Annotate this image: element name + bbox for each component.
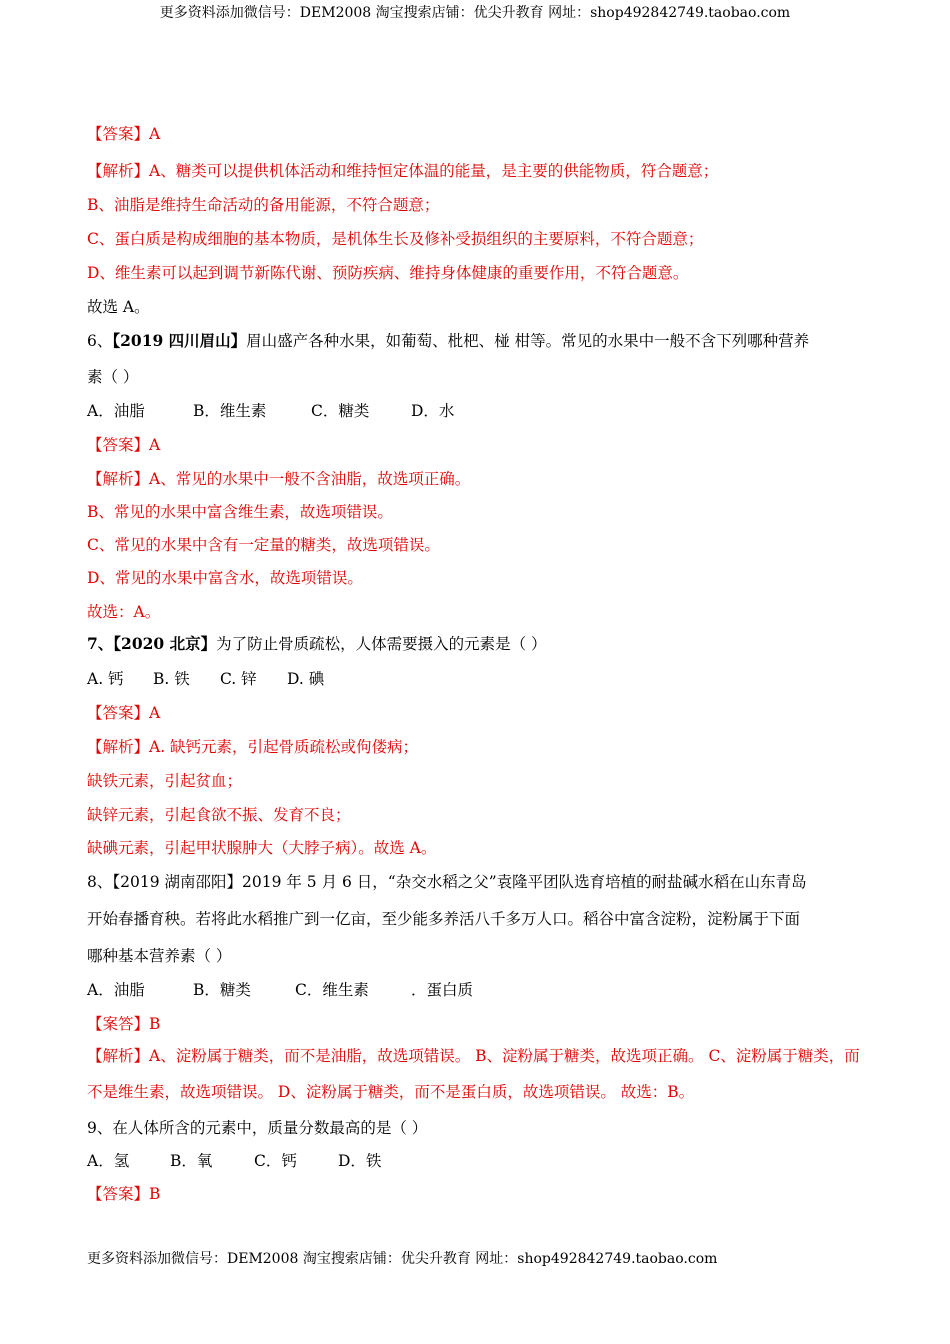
q9-option-b: B．氧 <box>170 1152 213 1170</box>
q8-stem-line1 <box>87 872 807 892</box>
q9-stem <box>87 1118 427 1138</box>
q8-analysis: 【解析】A、淀粉属于糖类，而不是油脂，故选项错误。 B、淀粉属于糖类，故选项正确。 C、淀粉属于糖类，而不是维生素，故选项错误。 D、淀粉属于糖类，而不是蛋白质，故选项错误。 故选：B。 <box>87 1047 860 1101</box>
q6-stem-line2: 素（ ） <box>87 368 139 386</box>
q8-option-d: ．蛋白质 <box>411 981 474 999</box>
q5-answer: 【答案】A <box>87 125 161 143</box>
q6-analysis-a: 【解析】A、常见的水果中一般不含油脂，故选项正确。 <box>87 470 471 488</box>
q6-source: 【2019 四川眉山】 <box>112 331 247 350</box>
q6-option-d: D．水 <box>411 402 455 420</box>
q7-analysis-3: 缺锌元素，引起食欲不振、发育不良； <box>87 806 351 824</box>
q6-number: 6、 <box>87 332 113 350</box>
q7-source: 【2020 北京】 <box>113 634 217 653</box>
q7-options <box>87 669 324 689</box>
q6-conclusion: 故选：A。 <box>87 603 161 621</box>
q6-analysis-b: B、常见的水果中富含维生素，故选项错误。 <box>87 503 393 521</box>
q7-option-a: A. 钙 <box>87 670 124 688</box>
q7-option-b: B. 铁 <box>153 670 190 688</box>
q7-option-c: C. 锌 <box>220 670 257 688</box>
q8-options <box>87 980 473 1000</box>
q6-option-b: B．维生素 <box>193 402 267 420</box>
q6-analysis-c: C、常见的水果中含有一定量的糖类，故选项错误。 <box>87 536 440 554</box>
q6-analysis-d: D、常见的水果中富含水，故选项错误。 <box>87 569 363 587</box>
q7-stem-text: 为了防止骨质疏松，人体需要摄入的元素是（ ） <box>216 635 547 653</box>
q5-conclusion: 故选 A。 <box>87 298 150 316</box>
q9-number: 9、 <box>87 1119 113 1137</box>
q8-option-c: C．维生素 <box>295 981 369 999</box>
q6-options <box>87 401 454 421</box>
q9-options <box>87 1151 381 1171</box>
q5-analysis-c: C、蛋白质是构成细胞的基本物质，是机体生长及修补受损组织的主要原料，不符合题意； <box>87 230 704 248</box>
q7-analysis-4: 缺碘元素，引起甲状腺肿大（大脖子病）。故选 A。 <box>87 839 437 857</box>
q5-analysis-b: B、油脂是维持生命活动的备用能源，不符合题意； <box>87 196 440 214</box>
q8-option-b: B．糖类 <box>193 981 251 999</box>
q9-option-d: D．铁 <box>338 1152 382 1170</box>
q6-answer: 【答案】A <box>87 436 161 454</box>
q9-option-a: A．氢 <box>87 1152 130 1170</box>
q6-stem-text: 眉山盛产各种水果，如葡萄、枇杷、椪 柑等。常见的水果中一般不含下列哪种营养 <box>246 332 810 350</box>
q7-analysis-2: 缺铁元素，引起贫血； <box>87 772 243 790</box>
q8-option-a: A．油脂 <box>87 981 145 999</box>
q7-number: 7、 <box>87 634 114 653</box>
q7-option-d: D. 碘 <box>287 670 325 688</box>
q8-number: 8、 <box>87 873 113 891</box>
q7-answer: 【答案】A <box>87 704 161 722</box>
q6-stem-line1 <box>87 331 809 351</box>
q7-stem <box>87 634 547 654</box>
q9-option-c: C．钙 <box>254 1152 297 1170</box>
q9-answer: 【答案】B <box>87 1185 161 1203</box>
page-header: 更多资料添加微信号：DEM2008 淘宝搜索店铺：优尖升教育 网址：shop492842749.taobao.com <box>159 5 791 21</box>
q6-option-c: C．糖类 <box>311 402 370 420</box>
q5-analysis-a: 【解析】A、糖类可以提供机体活动和维持恒定体温的能量，是主要的供能物质，符合题意； <box>87 162 719 180</box>
q5-analysis-d: D、维生素可以起到调节新陈代谢、预防疾病、维持身体健康的重要作用，不符合题意。 <box>87 264 689 282</box>
q8-stem-text: 2019 年 5 月 6 日，“杂交水稻之父”袁隆平团队选育培植的耐盐碱水稻在山东青岛 <box>242 873 807 891</box>
q8-answer: 【案答】B <box>87 1015 161 1033</box>
q7-analysis-1: 【解析】A. 缺钙元素，引起骨质疏松或佝偻病； <box>87 738 419 756</box>
q9-stem-text: 在人体所含的元素中，质量分数最高的是（ ） <box>112 1119 428 1137</box>
q8-stem-line3: 哪种基本营养素（ ） <box>87 947 232 965</box>
q8-stem-line2: 开始春播育秧。若将此水稻推广到一亿亩，至少能多养活八千多万人口。稻谷中富含淀粉，淀粉属于下面 <box>87 910 801 928</box>
page-footer: 更多资料添加微信号：DEM2008 淘宝搜索店铺：优尖升教育 网址：shop492842749.taobao.com <box>87 1251 718 1267</box>
q6-option-a: A．油脂 <box>87 402 145 420</box>
q8-source: 【2019 湖南邵阳】 <box>112 873 242 891</box>
